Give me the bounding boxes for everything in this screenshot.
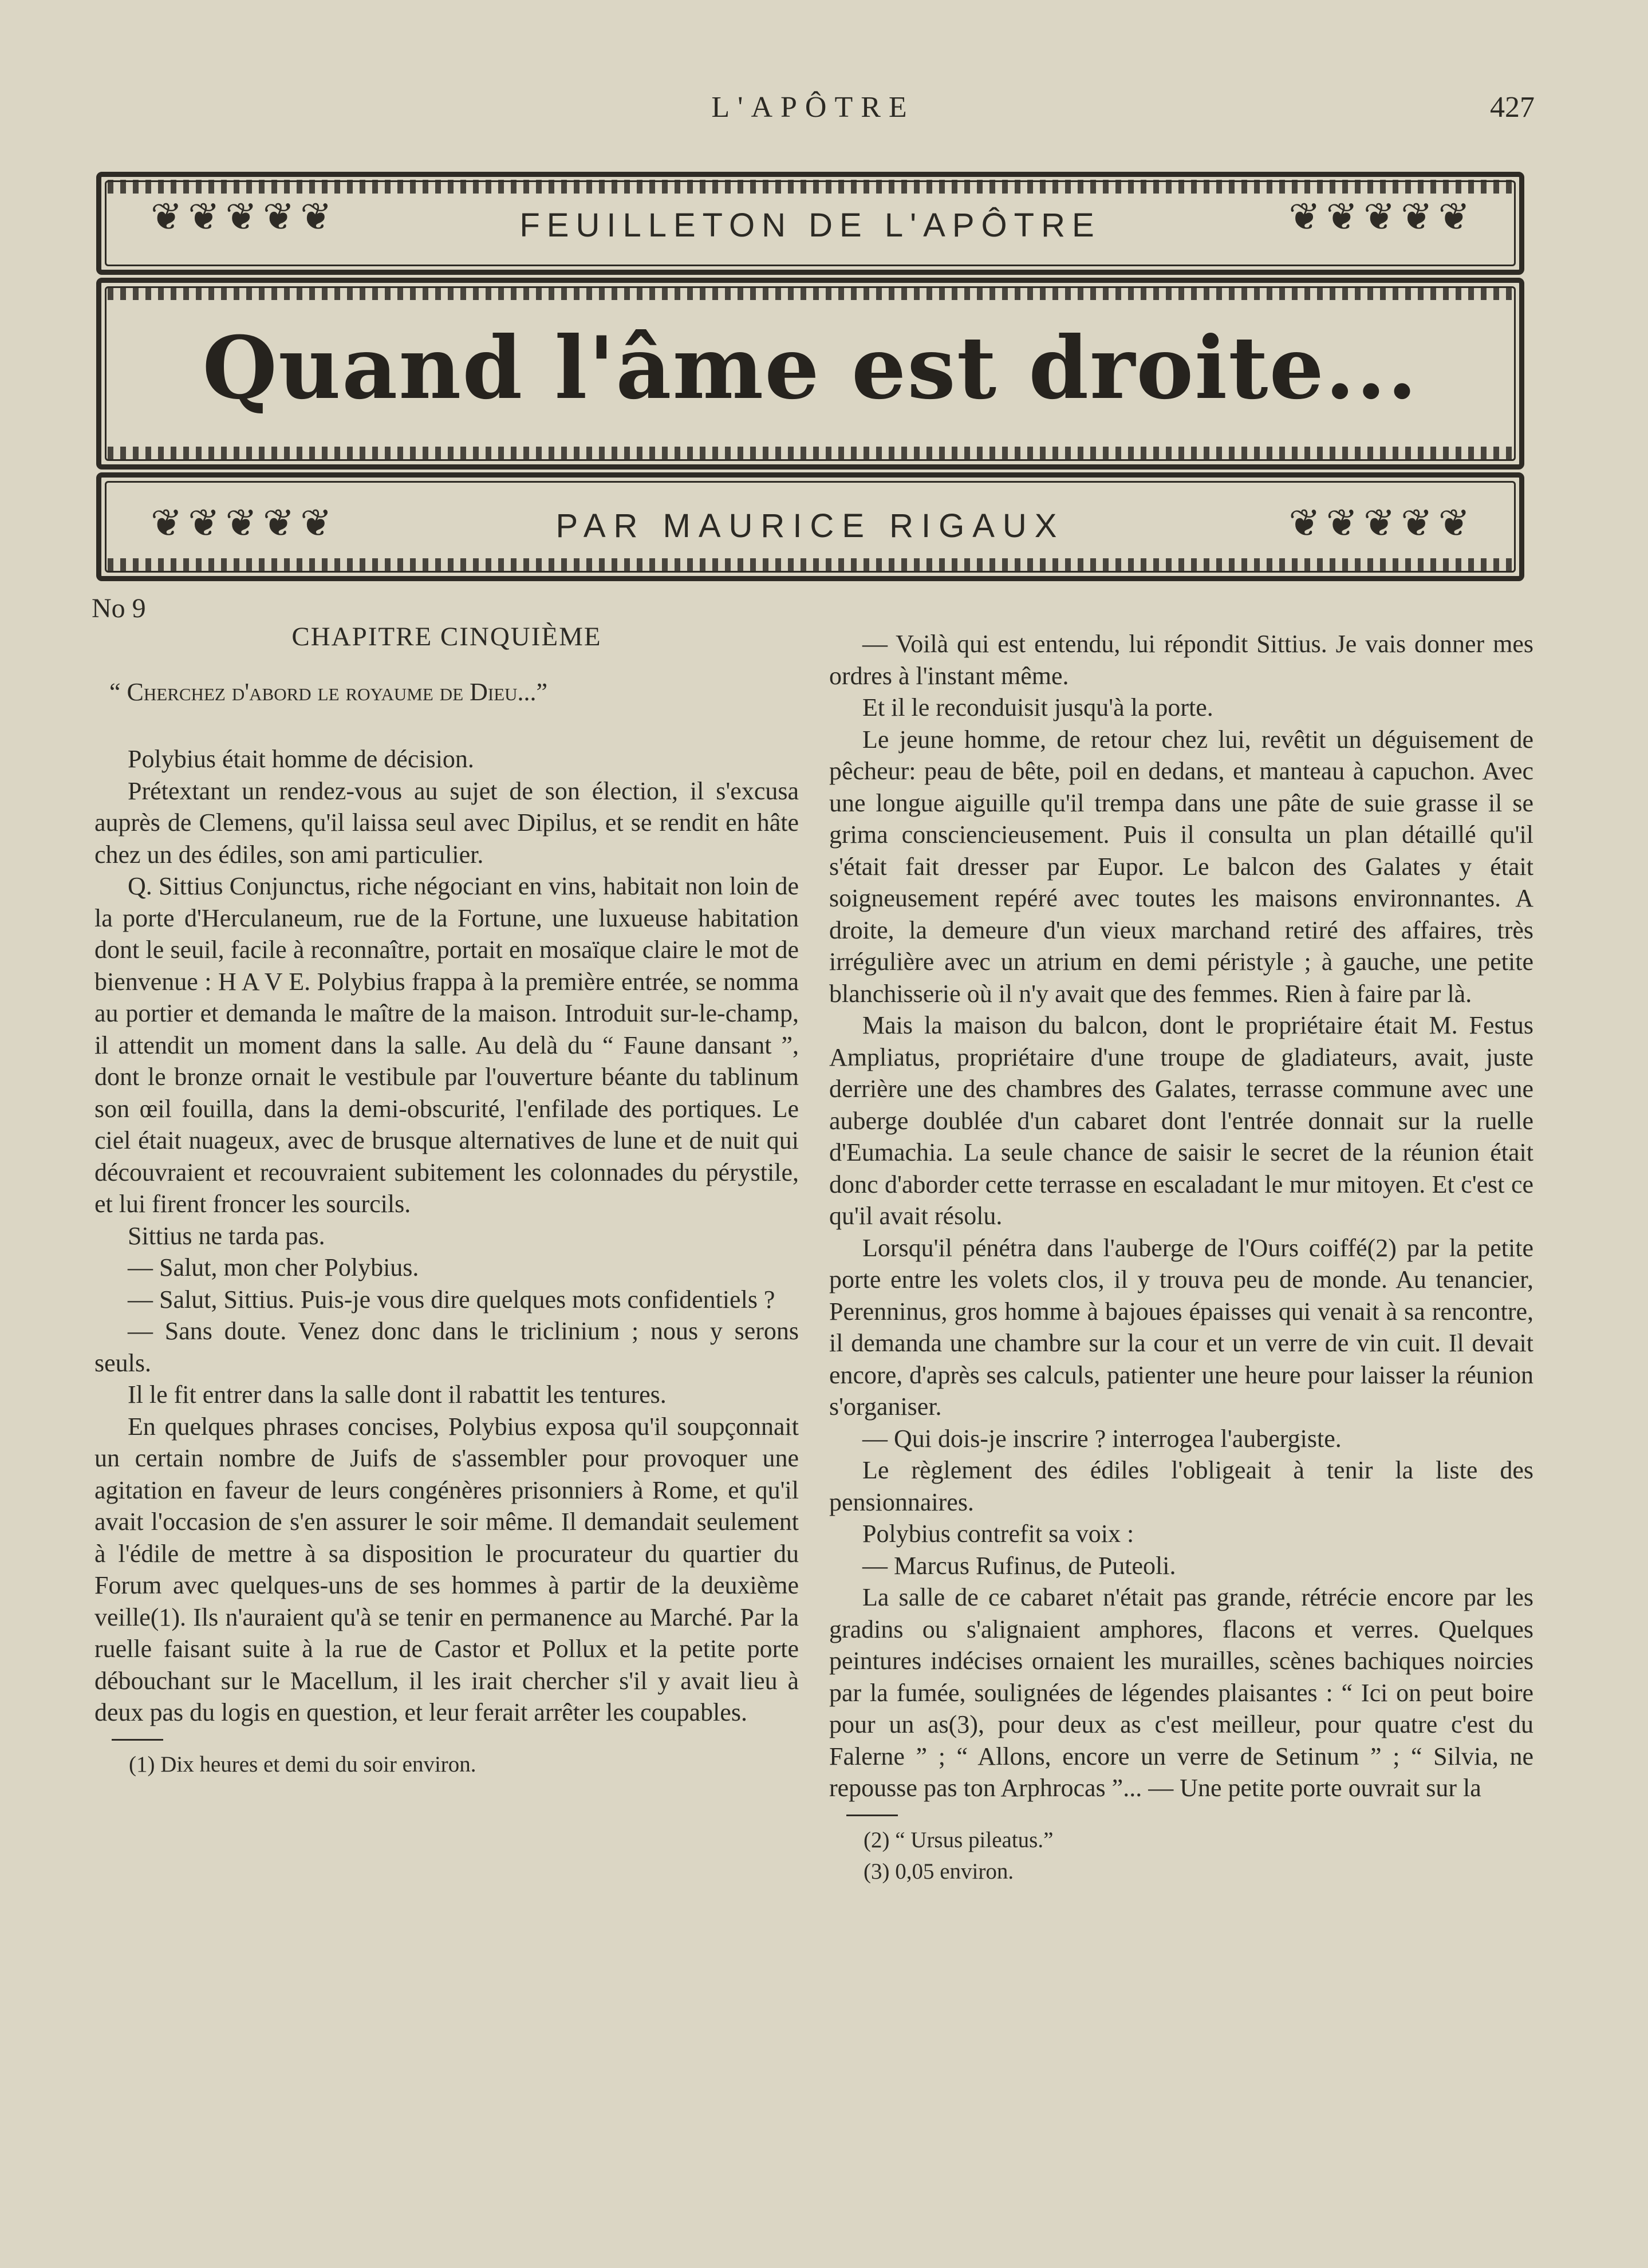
running-head: [92, 86, 1535, 132]
paragraph: — Sans doute. Venez donc dans le triclinium ; nous y serons seuls.: [94, 1317, 799, 1377]
byline: PAR MAURICE RIGAUX: [555, 507, 1065, 545]
paragraph: Polybius était homme de décision.: [128, 745, 474, 773]
footnote: (3) 0,05 environ.: [864, 1859, 1014, 1884]
footnote-rule: [846, 1815, 898, 1816]
story-title: Quand l'âme est droite...: [202, 318, 1418, 419]
flower-ornament-left-top: ❦ ❦ ❦ ❦ ❦: [151, 196, 332, 238]
right-column: [829, 628, 1533, 1887]
flower-ornament-right-bottom: ❦ ❦ ❦ ❦ ❦: [1288, 503, 1470, 545]
paragraph: — Salut, mon cher Polybius.: [128, 1253, 419, 1281]
paragraph: Le règlement des édiles l'obligeait à tenir la liste des pensionnaires.: [829, 1456, 1533, 1516]
page-number: 427: [1490, 91, 1535, 124]
running-title: L'APÔTRE: [711, 91, 915, 124]
feuilleton-header: [96, 172, 1524, 581]
flower-ornament-left-bottom: ❦ ❦ ❦ ❦ ❦: [151, 503, 332, 545]
paragraph: Mais la maison du balcon, dont le propriétaire était M. Festus Ampliatus, propriétaire d'une troupe de gladiateurs, avait, juste derrière une des chambres des Galates, terrasse commune avec une auberge doublée d'un cabaret dont l'entrée donnait sur la ruelle d'Eumachia. La seule chance de saisir le secret de la réunion était donc d'aborder cette terrasse en escaladant le mur mitoyen. Et c'est ce qu'il avait résolu.: [829, 1011, 1533, 1230]
paragraph: — Voilà qui est entendu, lui répondit Sittius. Je vais donner mes ordres à l'instant même.: [829, 630, 1533, 690]
footnote-rule: [112, 1739, 163, 1741]
ornament-band: [108, 286, 1513, 300]
paragraph: Polybius contrefit sa voix :: [862, 1520, 1134, 1548]
paragraph: — Marcus Rufinus, de Puteoli.: [862, 1551, 1176, 1580]
left-column: [94, 621, 799, 1780]
paragraph: — Salut, Sittius. Puis-je vous dire quelques mots confidentiels ?: [128, 1285, 775, 1314]
footnote: (1) Dix heures et demi du soir environ.: [129, 1752, 476, 1777]
issue-number: No 9: [92, 593, 146, 624]
ornament-band: [108, 558, 1513, 572]
ornament-band: [108, 447, 1513, 460]
footnote: (2) “ Ursus pileatus.”: [864, 1827, 1054, 1852]
paragraph: Q. Sittius Conjunctus, riche négociant en vins, habitait non loin de la porte d'Herculaneum, rue de la Fortune, une luxueuse habitation dont le seuil, facile à reconnaître, portait en mosaïque claire le mot de bienvenue : H A V E. Polybius frappa à la première entrée, se nomma au portier et demanda le maître de la maison. Introduit sur-le-champ, il attendit un moment dans la salle. Au delà du “ Faune dansant ”, dont le bronze ornait le vestibule par l'ouverture béante du tablinum son œil fouilla, dans la demi-obscurité, l'enfilade des portiques. Le ciel était nuageux, avec de brusque alternatives de lune et de nuit qui découvraient et recouvraient subitement les colonnades du pérystile, et lui firent froncer les sourcils.: [94, 872, 799, 1218]
paragraph: Lorsqu'il pénétra dans l'auberge de l'Ours coiffé(2) par la petite porte entre les volets clos, il y trouva peu de monde. Au tenancier, Perenninus, gros homme à bajoues épaisses qui venait à sa rencontre, il demanda une chambre sur la cour et un verre de vin cuit. Il devait encore, d'après ses calculs, patienter une heure pour laisser la réunion s'organiser.: [829, 1233, 1533, 1421]
flower-ornament-right-top: ❦ ❦ ❦ ❦ ❦: [1288, 196, 1470, 238]
paragraph: Sittius ne tarda pas.: [128, 1221, 325, 1250]
epigraph: “ Cherchez d'abord le royaume de Dieu...”: [109, 677, 548, 706]
paragraph: — Qui dois-je inscrire ? interrogea l'aubergiste.: [862, 1424, 1342, 1453]
paragraph: Le jeune homme, de retour chez lui, revêtit un déguisement de pêcheur: peau de bête, poil en dedans, et manteau à capuchon. Avec une longue aiguille qu'il trempa dans une pâte de suie grasse il se grima consciencieusement. Puis il consulta un plan détaillé qu'il s'était fait dresser par Eupor. Le balcon des Galates y était soigneusement repéré avec toutes les maisons environnantes. A droite, la demeure d'un vieux marchand retiré des affaires, très irrégulière avec un atrium en demi péristyle ; à gauche, une petite blanchisserie où il n'y avait que des femmes. Rien à faire par là.: [829, 725, 1533, 1008]
paragraph: La salle de ce cabaret n'était pas grande, rétrécie encore par les gradins ou s'alignaient amphores, flacons et verres. Quelques peintures indécises ornaient les murailles, scènes bachiques noircies par la fumée, soulignées de légendes plaisantes : “ Ici on peut boire pour un as(3), pour deux as c'est meilleur, pour quatre c'est du Falerne ” ; “ Allons, encore un verre de Setinum ” ; “ Silvia, ne repousse pas ton Arphrocas ”... — Une petite porte ouvrait sur la: [829, 1583, 1533, 1802]
section-label: FEUILLETON DE L'APÔTRE: [519, 207, 1101, 244]
chapter-title: CHAPITRE CINQUIÈME: [291, 622, 602, 652]
paragraph: En quelques phrases concises, Polybius exposa qu'il soupçonnait un certain nombre de Juifs de s'assembler pour provoquer une agitation en faveur de leurs congénères prisonniers à Rome, et qu'il avait l'occasion de s'en assurer le soir même. Il demandait seulement à l'édile de mettre à sa disposition le procurateur du quartier du Forum avec quelques-uns de ses hommes à partir de la deuxième veille(1). Ils n'auraient qu'à se tenir en permanence au Marché. Par la ruelle faisant suite à la rue de Castor et Pollux et la petite porte débouchant sur le Macellum, il les irait chercher s'il y avait lieu à deux pas du logis en question, et leur ferait arrêter les coupables.: [94, 1412, 799, 1726]
paragraph: Prétextant un rendez-vous au sujet de son élection, il s'excusa auprès de Clemens, qu'il laissa seul avec Dipilus, et se rendit en hâte chez un des édiles, son ami particulier.: [94, 776, 799, 869]
paragraph: Et il le reconduisit jusqu'à la porte.: [862, 693, 1213, 721]
ornament-band: [108, 180, 1513, 194]
paragraph: Il le fit entrer dans la salle dont il rabattit les tentures.: [128, 1380, 667, 1409]
